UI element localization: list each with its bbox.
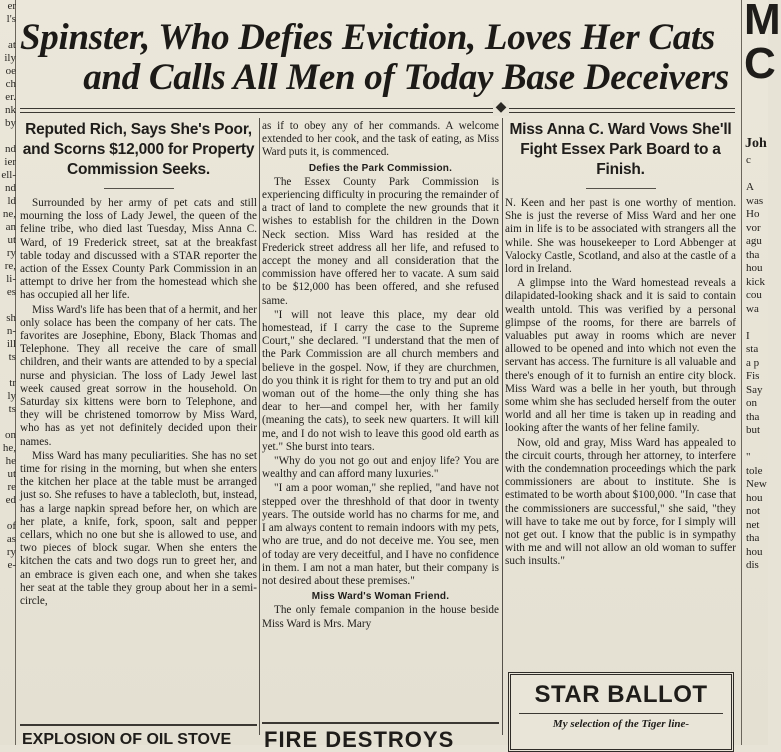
left-edge-fragment: nk bbox=[5, 104, 16, 116]
left-edge-fragment: he bbox=[5, 455, 16, 467]
next-headline-fire: FIRE DESTROYS bbox=[264, 727, 455, 752]
left-edge-fragment bbox=[0, 507, 16, 520]
column-divider bbox=[259, 118, 260, 735]
ornament-icon: ◆ bbox=[493, 100, 509, 116]
left-edge-fragment: ts bbox=[8, 403, 16, 415]
left-edge-fragment: oe bbox=[5, 65, 16, 77]
article-paragraph: The Essex County Park Commission is experiencing difficulty in procuring the remainder of a tract of land to complete the new grounds that it wishes to establish for the children in the Down Neck section. Miss Ward has resided at the Frederick street address all her life, and refused to accept the money and all consideration that the commission have offered her to vacate. A sum said to be $12,000 has been offered, and she refused same. bbox=[262, 175, 499, 307]
article-paragraph: "I will not leave this place, my dear old homestead, if I carry the case to the Supreme Court," she declared. "I understand that the men of the Park Commission are all church members and believe in the gospel. Now, if they are churchmen, do you think it is right for them to try and put an old woman out of the home—the only thing she has dear to her—and compel her, with her family (meaning the cats), to seek new quarters. It will kill me, and I do not wish to leave this good old earth as yet." She burst into tears. bbox=[262, 308, 499, 453]
article-column-1 bbox=[20, 118, 257, 609]
left-edge-fragment: ne, bbox=[2, 208, 16, 220]
right-column-headline-fragment: M bbox=[744, 0, 781, 44]
right-edge-fragment: wa bbox=[746, 302, 759, 315]
left-edge-fragment: li- bbox=[6, 273, 16, 285]
article-paragraph: Surrounded by her army of pet cats and still mourning the loss of Lady Jewel, the queen of the feline tribe, who died last Tuesday, Miss Anna C. Ward, of 19 Frederick street, sat at the breakfast table today and discussed with a STAR reporter the action of the Essex County Park Commission in an attempt to drive her from the homestead which she has occupied all her life. bbox=[20, 197, 257, 302]
left-edge-fragment: ell- bbox=[1, 169, 16, 181]
left-edge-fragment: by bbox=[5, 117, 16, 129]
right-edge-fragment: net bbox=[746, 518, 760, 531]
left-edge-fragment: ily bbox=[4, 52, 16, 64]
right-edge-fragment: kick bbox=[746, 275, 765, 288]
article-column-3 bbox=[505, 118, 736, 570]
right-edge-fragment: tha bbox=[746, 410, 760, 423]
right-edge-fragment: A bbox=[746, 181, 754, 193]
left-edge-fragment bbox=[0, 299, 16, 312]
star-ballot-box bbox=[508, 672, 734, 752]
article-paragraph: A glimpse into the Ward homestead reveals a dilapidated-looking shack and it is said to contain wealth untold. This was verified by a personal glimpse of the rooms, for there are barrels of valuables put away in rooms which are never allowed to be opened and into which not even the servant has access. The furniture is all valuable and there's enough of it to furnish an entire city block. Miss Ward was a belle in her youth, but through some whim she has secluded herself from the outer world and all her time is taken up in reading and looking after the wants of her feline family. bbox=[505, 277, 736, 435]
article-paragraph: "Why do you not go out and enjoy life? You are wealthy and can afford many luxuries." bbox=[262, 455, 499, 481]
left-edge-fragment bbox=[0, 130, 16, 143]
left-edge-fragment: nd bbox=[5, 143, 16, 155]
subhead-rule bbox=[586, 188, 656, 189]
left-edge-fragment: ld bbox=[7, 195, 16, 207]
left-edge-fragment: ut bbox=[7, 234, 16, 246]
right-edge-fragment: sta bbox=[746, 343, 759, 355]
subheadline-right: Miss Anna C. Ward Vows She'll Fight Essex Park Board to a Finish. bbox=[509, 121, 732, 178]
right-edge-fragment bbox=[746, 168, 768, 182]
bottom-rule bbox=[20, 724, 257, 726]
right-edge-fragment: agu bbox=[746, 235, 762, 247]
left-edge-fragment: ed bbox=[5, 494, 16, 506]
left-edge-fragment: ts bbox=[8, 351, 16, 363]
right-edge-fragment: Fis bbox=[746, 370, 760, 382]
left-edge-fragment: on bbox=[5, 429, 16, 441]
left-edge-fragment: nd bbox=[5, 182, 16, 194]
right-edge-fragment: hou bbox=[746, 262, 763, 274]
right-edge-fragment: was bbox=[746, 194, 764, 207]
right-edge-fragment: tha bbox=[746, 532, 760, 544]
left-edge-fragment: ry bbox=[6, 546, 16, 558]
ballot-title: STAR BALLOT bbox=[534, 681, 708, 708]
crosshead: Miss Ward's Woman Friend. bbox=[311, 591, 450, 603]
crosshead: Defies the Park Commission. bbox=[308, 162, 453, 174]
left-edge-fragment: ry bbox=[6, 247, 16, 259]
article-paragraph: Miss Ward's life has been that of a hermit, and her only solace has been the company of her cats. The favorites are Josephine, Ebony, Black Thomas and Telephone. They all receive the care of small children, and their wants are attended to by a special nurse and physician. The loss of Lady Jewel last week caused great sorrow in the household. On Saturday six kittens were born to Telephone, and they will be christened tomorrow by Miss Ward, who has as yet not definitely decided upon their names. bbox=[20, 303, 257, 448]
right-edge-fragment: not bbox=[746, 505, 761, 517]
right-edge-fragment: New bbox=[746, 478, 767, 490]
right-edge-fragment: tha bbox=[746, 248, 760, 261]
article-column-2 bbox=[262, 120, 499, 632]
right-edge-fragment: a p bbox=[746, 356, 760, 369]
left-edge-fragment: ch bbox=[5, 78, 16, 90]
left-edge-fragment: he, bbox=[2, 442, 16, 454]
right-edge-fragment bbox=[746, 438, 768, 452]
left-edge-fragment: as bbox=[6, 533, 16, 545]
left-edge-fragment: es bbox=[6, 286, 16, 298]
left-edge-fragment: of bbox=[6, 520, 16, 532]
right-edge-fragment: " bbox=[746, 451, 751, 463]
right-edge-fragment: on bbox=[746, 397, 757, 409]
left-edge-fragment bbox=[0, 364, 16, 377]
left-edge-fragment: ill bbox=[6, 338, 16, 350]
left-edge-fragment: er bbox=[7, 0, 16, 12]
bottom-rule bbox=[262, 722, 499, 724]
left-adjacent-column bbox=[0, 0, 16, 745]
right-edge-fragment: c bbox=[746, 154, 751, 166]
left-edge-fragment: re, bbox=[4, 260, 16, 272]
left-edge-fragment: an bbox=[5, 221, 16, 233]
right-edge-fragment: tole bbox=[746, 464, 763, 477]
right-column-headline-fragment-2: C bbox=[744, 39, 776, 88]
left-edge-fragment bbox=[0, 26, 16, 39]
headline-line-2: and Calls All Men of Today Base Deceivers bbox=[83, 57, 729, 98]
article-paragraph: as if to obey any of her commands. A welcome extended to her cook, and the task of eating, as Miss Ward puts it, is commenced. bbox=[262, 120, 499, 159]
subhead-rule bbox=[104, 188, 174, 189]
right-edge-fragment: Say bbox=[746, 383, 763, 396]
article-paragraph: Now, old and gray, Miss Ward has appealed to the circuit courts, through her attorney, to interfere with the condemnation proceedings which the park commissioners are about to institute. She is estimated to be worth about $100,000. "In case that the commissioners are successful," she said, "they will have to take me out by force, for I simply will not get out. I know that the public is in sympathy with me and will not allow an old woman to suffer such insults." bbox=[505, 436, 736, 568]
left-edge-fragment: tr bbox=[9, 377, 16, 389]
left-edge-fragment: l's bbox=[6, 13, 16, 25]
right-edge-fragment: I bbox=[746, 329, 750, 342]
right-edge-fragment: dis bbox=[746, 559, 759, 571]
right-edge-fragment: Ho bbox=[746, 208, 760, 220]
ballot-rule bbox=[519, 713, 723, 714]
subheadline-left: Reputed Rich, Says She's Poor, and Scorns $12,000 for Property Commission Seeks. bbox=[22, 121, 255, 178]
headline-line-1: Spinster, Who Defies Eviction, Loves Her Cats bbox=[20, 17, 716, 58]
left-edge-fragment: n- bbox=[6, 325, 16, 337]
article-paragraph: The only female companion in the house beside Miss Ward is Mrs. Mary bbox=[262, 604, 499, 630]
left-edge-fragment: er. bbox=[5, 91, 16, 103]
left-edge-fragment: ier bbox=[4, 156, 16, 168]
right-edge-fragment bbox=[746, 316, 768, 330]
left-edge-fragment bbox=[0, 416, 16, 429]
right-edge-fragment: Joh bbox=[745, 136, 767, 151]
next-headline-explosion: EXPLOSION OF OIL STOVE bbox=[22, 731, 232, 748]
right-edge-fragment: vor bbox=[746, 221, 761, 234]
right-edge-fragment: but bbox=[746, 424, 761, 436]
left-edge-fragment: re bbox=[7, 481, 16, 493]
page-headline bbox=[20, 18, 735, 98]
article-paragraph: N. Keen and her past is one worthy of mention. She is just the reverse of Miss Ward and her one aim in life is to be associated with strangers all the while. She was housekeeper to Lord Abbenger at Valocky Castle, Scotland, and also at the castle of a lord in Ireland. bbox=[505, 197, 736, 276]
article-paragraph: Miss Ward has many peculiarities. She has no set time for rising in the morning, but when she enters the kitchen her place at the table must be arranged just so. She refuses to have a tablecloth, but, instead, has a large napkin spread before her, on which are her plate, a knife, fork, spoon, salt and pepper cellars, which no one but she is allowed to use, and two pieces of block sugar. When she enters the kitchen the cats and two dogs run to greet her, and an embrace is given each one, and when she takes her seat at the table they group about her in a semi-circle, bbox=[20, 449, 257, 608]
left-edge-fragment: ut bbox=[7, 468, 16, 480]
right-adjacent-column bbox=[741, 0, 781, 745]
left-edge-fragment: ly bbox=[7, 390, 16, 402]
ballot-subtitle: My selection of the Tiger line- bbox=[552, 718, 690, 730]
right-edge-fragment: hou bbox=[746, 491, 763, 504]
right-edge-fragment: hou bbox=[746, 545, 763, 558]
headline-rule bbox=[20, 108, 735, 113]
article-paragraph: "I am a poor woman," she replied, "and have not stepped over the threshhold of that door in twenty years. The outside world has no charms for me, and I am always content to remain indoors with my pets, who are true, and do not deceive me. You see, men of today are very deceitful, and I have no confidence in them. I am not a man hater, but their company is not desired about these premises." bbox=[262, 482, 499, 587]
left-edge-fragment: e- bbox=[7, 559, 16, 571]
left-edge-fragment: sh bbox=[6, 312, 16, 324]
right-edge-fragment: cou bbox=[746, 289, 762, 301]
left-edge-fragment: at bbox=[8, 39, 16, 51]
column-divider bbox=[502, 118, 503, 735]
